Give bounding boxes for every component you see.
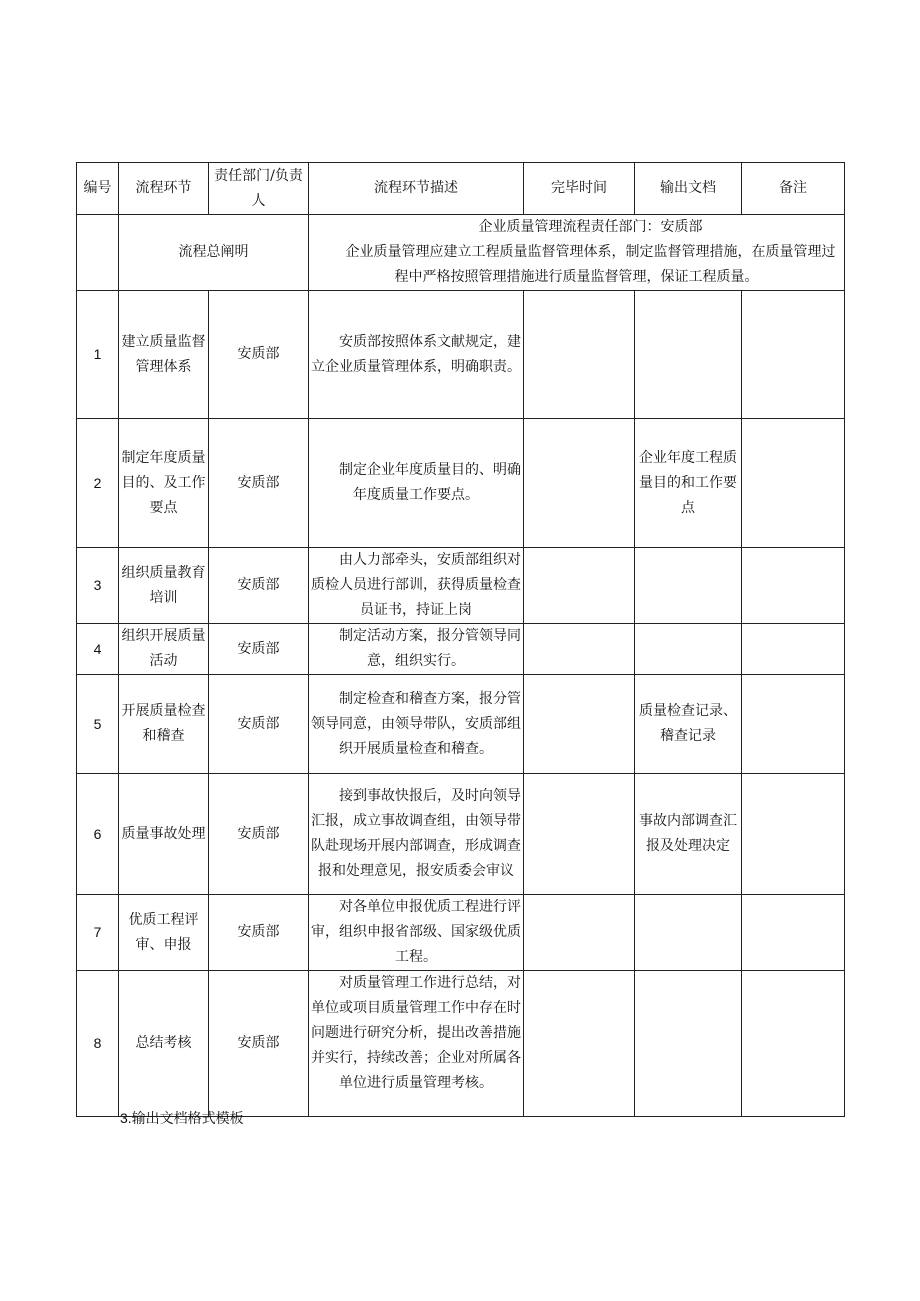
row-output <box>635 291 742 419</box>
row-num: 5 <box>77 675 119 774</box>
row-output <box>635 548 742 624</box>
row-step: 总结考核 <box>119 971 209 1117</box>
row-step: 优质工程评审、申报 <box>119 895 209 971</box>
row-description <box>309 291 524 419</box>
header-responsible: 责任部门/负责人 <box>209 163 309 215</box>
row-description-text: 对质量管理工作进行总结，对单位或项目质量管理工作中存在时问题进行研究分析，提出改善措施并实行，持续改善；企业对所属各单位进行质量管理考核。 <box>311 975 521 1091</box>
table-row <box>77 895 845 971</box>
row-remarks <box>742 675 845 774</box>
row-output: 质量检查记录、稽查记录 <box>635 675 742 774</box>
row-num: 2 <box>77 419 119 548</box>
row-finish-time <box>524 971 635 1117</box>
row-step: 开展质量检查和稽查 <box>119 675 209 774</box>
row-finish-time <box>524 895 635 971</box>
row-step: 建立质量监督管理体系 <box>119 291 209 419</box>
header-remarks: 备注 <box>742 163 845 215</box>
row-description-text: 制定活动方案，报分管领导同意，组织实行。 <box>339 628 521 669</box>
row-description <box>309 971 524 1117</box>
row-responsible: 安质部 <box>209 624 309 675</box>
table-row <box>77 675 845 774</box>
row-responsible: 安质部 <box>209 419 309 548</box>
row-remarks <box>742 419 845 548</box>
header-num: 编号 <box>77 163 119 215</box>
row-step: 组织质量教育培训 <box>119 548 209 624</box>
header-description: 流程环节描述 <box>309 163 524 215</box>
row-output <box>635 624 742 675</box>
row-finish-time <box>524 675 635 774</box>
row-description <box>309 548 524 624</box>
summary-line-2: 企业质量管理应建立工程质量监督管理体系，制定监督管理措施，在质量管理过程中严格按照管理措施进行质量监督管理，保证工程质量。 <box>345 244 836 285</box>
header-output: 输出文档 <box>635 163 742 215</box>
row-finish-time <box>524 291 635 419</box>
table-row <box>77 624 845 675</box>
header-finish-time: 完毕时间 <box>524 163 635 215</box>
summary-num-cell <box>77 215 119 291</box>
row-description-text: 接到事故快报后，及时向领导汇报，成立事故调查组，由领导带队赴现场开展内部调查，形成调查报和处理意见，报安质委会审议 <box>311 788 521 879</box>
row-output <box>635 895 742 971</box>
summary-row <box>77 215 845 291</box>
row-num: 4 <box>77 624 119 675</box>
row-output <box>635 971 742 1117</box>
header-step: 流程环节 <box>119 163 209 215</box>
row-description-text: 由人力部牵头，安质部组织对质检人员进行部训，获得质量检查员证书，持证上岗 <box>311 552 521 618</box>
row-responsible: 安质部 <box>209 548 309 624</box>
row-finish-time <box>524 774 635 895</box>
row-remarks <box>742 624 845 675</box>
row-remarks <box>742 971 845 1117</box>
row-description-text: 对各单位申报优质工程进行评审，组织申报省部级、国家级优质工程。 <box>311 899 521 965</box>
row-num: 3 <box>77 548 119 624</box>
row-finish-time <box>524 624 635 675</box>
row-step: 制定年度质量目的、及工作要点 <box>119 419 209 548</box>
table-row <box>77 774 845 895</box>
row-output: 企业年度工程质量目的和工作要点 <box>635 419 742 548</box>
table-row <box>77 548 845 624</box>
row-description <box>309 624 524 675</box>
summary-description <box>309 215 845 291</box>
row-num: 1 <box>77 291 119 419</box>
row-responsible: 安质部 <box>209 774 309 895</box>
row-description-text: 安质部按照体系文献规定，建立企业质量管理体系，明确职责。 <box>311 333 521 375</box>
row-description <box>309 895 524 971</box>
row-remarks <box>742 774 845 895</box>
row-remarks <box>742 291 845 419</box>
row-finish-time <box>524 548 635 624</box>
row-responsible: 安质部 <box>209 895 309 971</box>
row-description-text: 制定检查和稽查方案，报分管领导同意，由领导带队，安质部组织开展质量检查和稽查。 <box>311 690 521 757</box>
table-row <box>77 291 845 419</box>
row-output: 事故内部调查汇报及处理决定 <box>635 774 742 895</box>
row-description <box>309 774 524 895</box>
summary-label: 流程总阐明 <box>119 215 309 291</box>
row-num: 7 <box>77 895 119 971</box>
row-description-text: 制定企业年度质量目的、明确年度质量工作要点。 <box>339 462 521 503</box>
process-table <box>76 162 845 1117</box>
table-row <box>77 971 845 1117</box>
row-finish-time <box>524 419 635 548</box>
section-heading: 3.输出文档格式模板 <box>120 1110 244 1126</box>
row-num: 6 <box>77 774 119 895</box>
row-step: 质量事故处理 <box>119 774 209 895</box>
table-row <box>77 419 845 548</box>
row-remarks <box>742 895 845 971</box>
row-responsible: 安质部 <box>209 971 309 1117</box>
row-remarks <box>742 548 845 624</box>
summary-line-1: 企业质量管理流程责任部门：安质部 <box>478 219 703 235</box>
header-row <box>77 163 845 215</box>
row-description <box>309 419 524 548</box>
row-num: 8 <box>77 971 119 1117</box>
row-step: 组织开展质量活动 <box>119 624 209 675</box>
row-description <box>309 675 524 774</box>
row-responsible: 安质部 <box>209 291 309 419</box>
row-responsible: 安质部 <box>209 675 309 774</box>
